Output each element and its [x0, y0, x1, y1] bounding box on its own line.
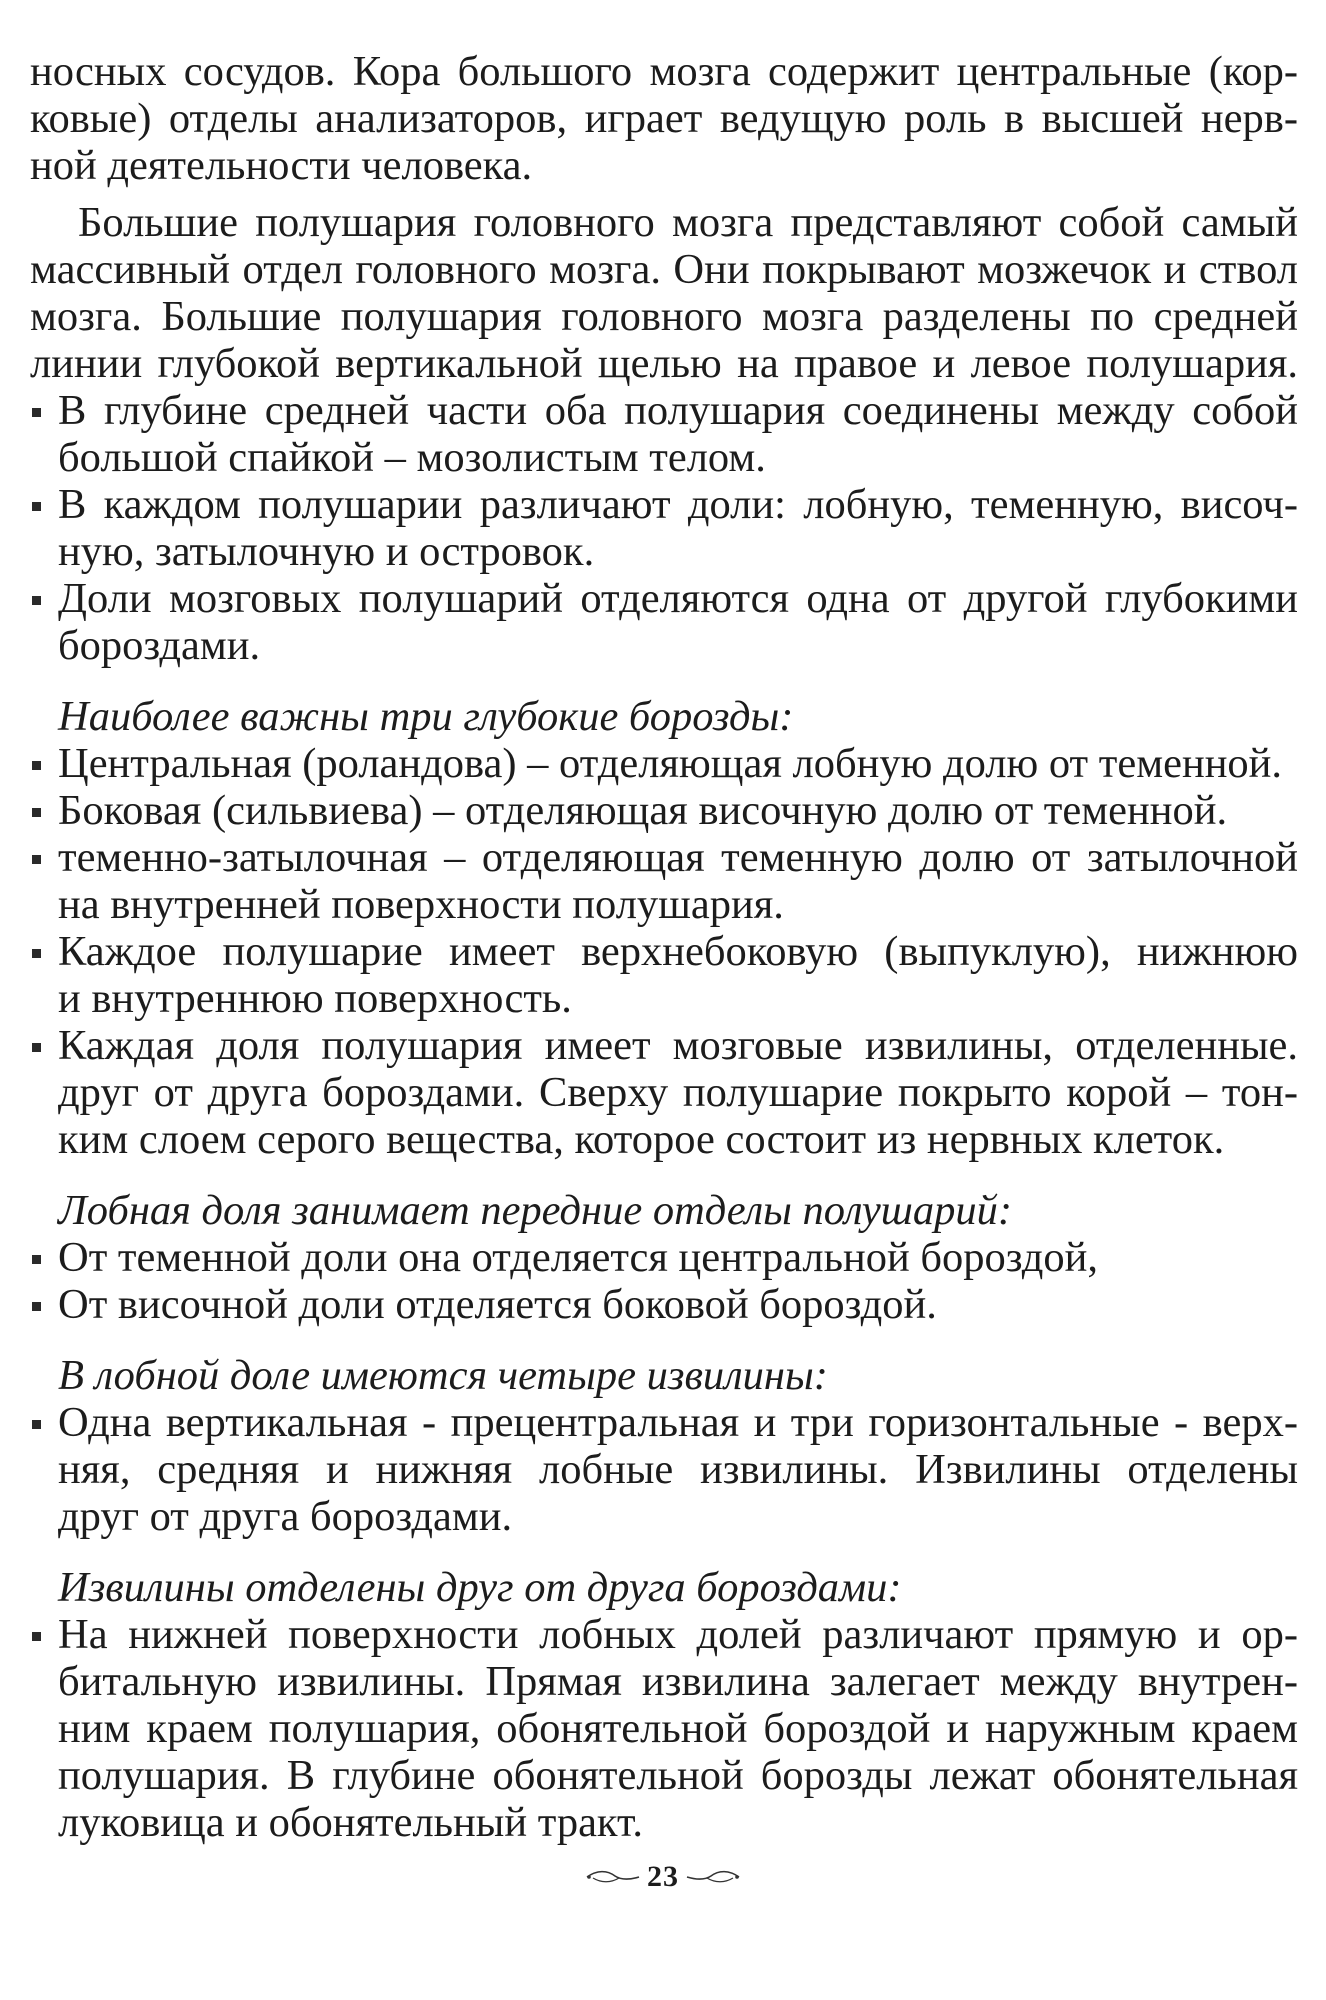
bullet-icon	[32, 1632, 41, 1641]
text-line: теменно-затылочная – отделяющая теменную долю от затылочной	[58, 834, 1298, 881]
text-line: носных сосудов. Кора большого мозга содержит центральные (кор-	[30, 48, 1298, 95]
bullet-item	[30, 575, 1298, 669]
text-line: В глубине средней части оба полушария соединены между собой	[58, 387, 1298, 434]
text-line: массивный отдел головного мозга. Они покрывают мозжечок и ствол	[30, 246, 1298, 293]
text-line: От височной доли отделяется боковой бороздой.	[58, 1281, 937, 1328]
bullet-icon	[32, 855, 41, 864]
page-number: 23	[647, 1860, 679, 1893]
text-line: От теменной доли она отделяется центральной бороздой,	[58, 1234, 1099, 1281]
bullet-icon	[32, 596, 41, 605]
ornament-left-icon	[585, 1868, 641, 1886]
text-line: ким слоем серого вещества, которое состоит из нервных клеток.	[58, 1116, 1225, 1163]
text-line: друг от друга бороздами. Сверху полушарие покрыто корой – тон-	[58, 1069, 1298, 1116]
paragraph-1	[30, 48, 1298, 189]
bullet-icon	[32, 808, 41, 817]
text-line: ную, затылочную и островок.	[58, 528, 595, 575]
text-line: На нижней поверхности лобных долей различают прямую и ор-	[58, 1611, 1298, 1658]
paragraph-2	[30, 199, 1298, 387]
bullet-item	[30, 928, 1298, 1022]
text-column	[30, 48, 1298, 1846]
bullet-icon	[32, 1302, 41, 1311]
text-line: Центральная (роландова) – отделяющая лобную долю от теменной.	[58, 740, 1283, 787]
bullet-item	[30, 787, 1298, 834]
bullet-icon	[32, 502, 41, 511]
bullet-item	[30, 387, 1298, 481]
bullet-icon	[32, 949, 41, 958]
text-line: большой спайкой – мозолистым телом.	[58, 434, 766, 481]
bullet-item	[30, 834, 1298, 928]
text-line: В каждом полушарии различают доли: лобную, теменную, височ-	[58, 481, 1298, 528]
bullet-icon	[32, 1043, 41, 1052]
text-line: бороздами.	[58, 622, 261, 669]
text-line: Каждое полушарие имеет верхнебоковую (выпуклую), нижнюю	[58, 928, 1298, 975]
text-line: битальную извилины. Прямая извилина залегает между внутрен-	[58, 1658, 1298, 1705]
bullet-item	[30, 740, 1298, 787]
bullet-icon	[32, 408, 41, 417]
text-line: ковые) отделы анализаторов, играет ведущую роль в высшей нерв-	[30, 95, 1298, 142]
bullet-icon	[32, 1420, 41, 1429]
text-line: друг от друга бороздами.	[58, 1493, 513, 1540]
text-line: няя, средняя и нижняя лобные извилины. Извилины отделены	[58, 1446, 1298, 1493]
bullet-item	[30, 481, 1298, 575]
bullet-item	[30, 1399, 1298, 1540]
text-line: Доли мозговых полушарий отделяются одна от другой глубокими	[58, 575, 1298, 622]
text-line: и внутреннюю поверхность.	[58, 975, 572, 1022]
text-line: на внутренней поверхности полушария.	[58, 881, 784, 928]
text-line: Каждая доля полушария имеет мозговые извилины, отделенные.	[58, 1022, 1298, 1069]
ornament-right-icon	[685, 1868, 741, 1886]
section-heading-gyri: В лобной доле имеются четыре извилины:	[58, 1352, 828, 1399]
text-line: полушария. В глубине обонятельной борозды лежат обонятельная	[58, 1752, 1298, 1799]
bullet-item	[30, 1611, 1298, 1846]
text-line: Большие полушария головного мозга представляют собой самый	[78, 199, 1298, 246]
bullet-item	[30, 1281, 1298, 1328]
text-line: линии глубокой вертикальной щелью на правое и левое полушария.	[30, 340, 1298, 387]
section-heading-furrows-separate: Извилины отделены друг от друга бороздами:	[58, 1564, 902, 1611]
bullet-item	[30, 1022, 1298, 1163]
page-footer	[0, 1860, 1326, 1894]
bullet-item	[30, 1234, 1298, 1281]
bullet-icon	[32, 761, 41, 770]
text-line: Одна вертикальная - прецентральная и три горизонтальные - верх-	[58, 1399, 1298, 1446]
text-line: ним краем полушария, обонятельной бороздой и наружным краем	[58, 1705, 1298, 1752]
section-heading-furrows: Наиболее важны три глубокие борозды:	[58, 693, 794, 740]
section-heading-frontal-lobe: Лобная доля занимает передние отделы полушарий:	[58, 1187, 1013, 1234]
text-line: ной деятельности человека.	[30, 142, 533, 189]
text-line: луковица и обонятельный тракт.	[58, 1799, 644, 1846]
text-line: мозга. Большие полушария головного мозга разделены по средней	[30, 293, 1298, 340]
bullet-icon	[32, 1255, 41, 1264]
text-line: Боковая (сильвиева) – отделяющая височную долю от теменной.	[58, 787, 1228, 834]
